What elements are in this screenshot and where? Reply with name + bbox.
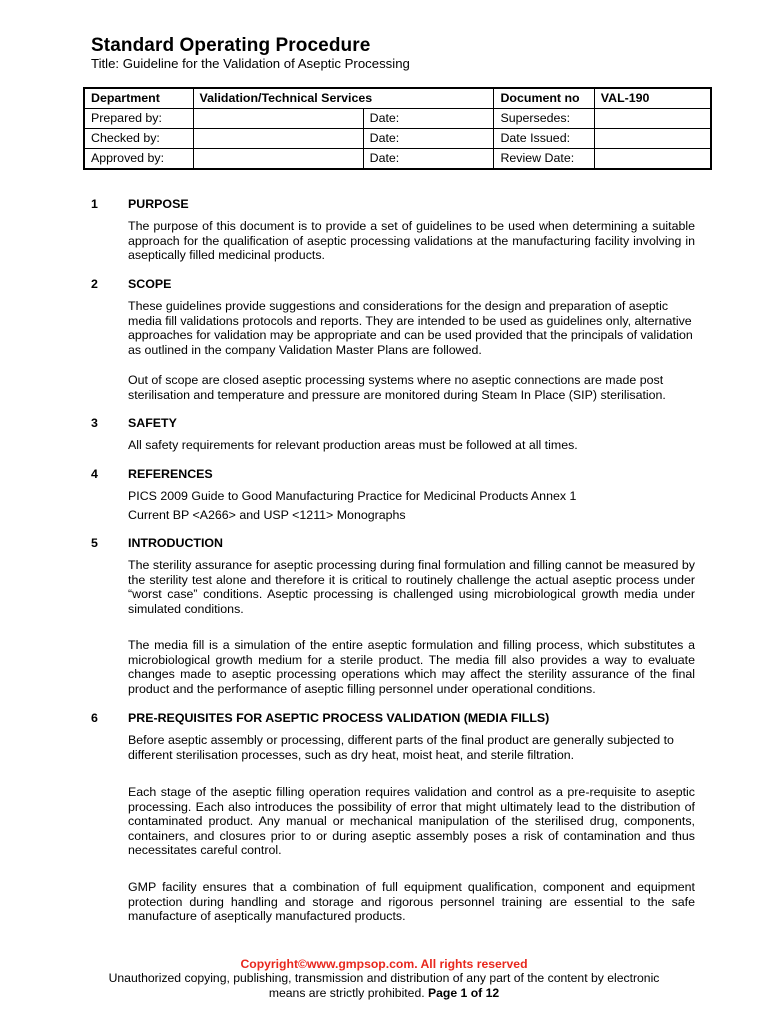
table-row [84,129,711,149]
table-cell: Prepared by: [84,109,193,129]
paragraph: All safety requirements for relevant production areas must be followed at all times. [128,438,578,452]
document-control-table [83,87,712,170]
table-row [84,88,711,109]
section-title: REFERENCES [128,467,213,481]
table-cell: Date: [363,109,494,129]
paragraph: These guidelines provide suggestions and considerations for the design and preparation of aseptic media fill validations protocols and reports. They are intended to be used as guidelines only, alternative approaches for validation may be appropriate and can be used provided that the principals of validation as outlined in the company Validation Master Plans are followed. [128,299,693,357]
section-title: SCOPE [128,277,172,291]
table-cell [594,129,711,149]
paragraph: GMP facility ensures that a combination of full equipment qualification, component and equipment protection during handling and storage and rigorous personnel training are essential to the safe manufacture of aseptically manufactured products. [128,880,695,924]
table-cell: Date Issued: [494,129,594,149]
section-title: PURPOSE [128,197,189,211]
section-title: SAFETY [128,416,177,430]
table-row [84,109,711,129]
table-cell: Document no [494,88,594,109]
paragraph: Out of scope are closed aseptic processing systems where no aseptic connections are made post sterilisation and temperature and pressure are monitored during Steam In Place (SIP) sterilisation. [128,373,666,402]
section-number: 2 [91,277,98,291]
table-cell: Review Date: [494,149,594,170]
reference-item: PICS 2009 Guide to Good Manufacturing Practice for Medicinal Products Annex 1 [128,489,577,503]
copying-notice-line [0,986,768,1000]
copyright-notice: Copyright©www.gmpsop.com. All rights reserved [240,957,528,971]
page-number: Page 1 of 12 [428,986,500,1000]
section-number: 5 [91,536,98,550]
paragraph: Before aseptic assembly or processing, different parts of the final product are generally subjected to different sterilisation processes, such as dry heat, moist heat, and sterile filtration. [128,733,674,762]
paragraph: The sterility assurance for aseptic processing during final formulation and filling cannot be measured by the sterility test alone and therefore it is critical to routinely challenge the actual aseptic process under “worst case” conditions. Aseptic processing is challenged using microbiological growth media under simulated conditions. [128,558,695,616]
table-cell [594,149,711,170]
section-number: 1 [91,197,98,211]
table-cell: Supersedes: [494,109,594,129]
section-title: PRE-REQUISITES FOR ASEPTIC PROCESS VALIDATION (MEDIA FILLS) [128,711,550,725]
table-cell: Department [84,88,193,109]
table-row [84,149,711,170]
document-subtitle: Title: Guideline for the Validation of Aseptic Processing [91,56,410,71]
table-cell [193,149,363,170]
section-number: 3 [91,416,98,430]
table-cell: Validation/Technical Services [193,88,494,109]
table-cell: Checked by: [84,129,193,149]
table-cell: VAL-190 [594,88,711,109]
copying-notice-line: Unauthorized copying, publishing, transmission and distribution of any part of the content by electronic [108,971,660,985]
section-number: 6 [91,711,98,725]
table-cell [594,109,711,129]
table-cell [193,109,363,129]
table-cell [193,129,363,149]
copying-notice-text: means are strictly prohibited. [268,986,425,1000]
paragraph: Each stage of the aseptic filling operation requires validation and control as a pre-requisite to aseptic processing. Each also introduces the possibility of error that might ultimately lead to the distribution of contaminated product. Any manual or mechanical manipulation of the sterilised drug, components, containers, and closures prior to or during aseptic assembly poses a risk of contamination and thus necessitates careful control. [128,785,695,858]
table-cell: Date: [363,149,494,170]
paragraph: The purpose of this document is to provide a set of guidelines to be used when determining a suitable approach for the qualification of aseptic processing validations at the manufacturing facility involving in aseptically filled medicinal products. [128,219,695,263]
table-cell: Date: [363,129,494,149]
table-cell: Approved by: [84,149,193,170]
paragraph: The media fill is a simulation of the entire aseptic formulation and filling process, which substitutes a microbiological growth medium for a sterile product. The media fill also provides a way to evaluate changes made to aseptic processing operations which may affect the sterility assurance of the final product and the performance of aseptic filling personnel under operational conditions. [128,638,695,696]
reference-item: Current BP <A266> and USP <1211> Monographs [128,508,406,522]
section-title: INTRODUCTION [128,536,223,550]
section-number: 4 [91,467,98,481]
document-title: Standard Operating Procedure [91,35,371,56]
